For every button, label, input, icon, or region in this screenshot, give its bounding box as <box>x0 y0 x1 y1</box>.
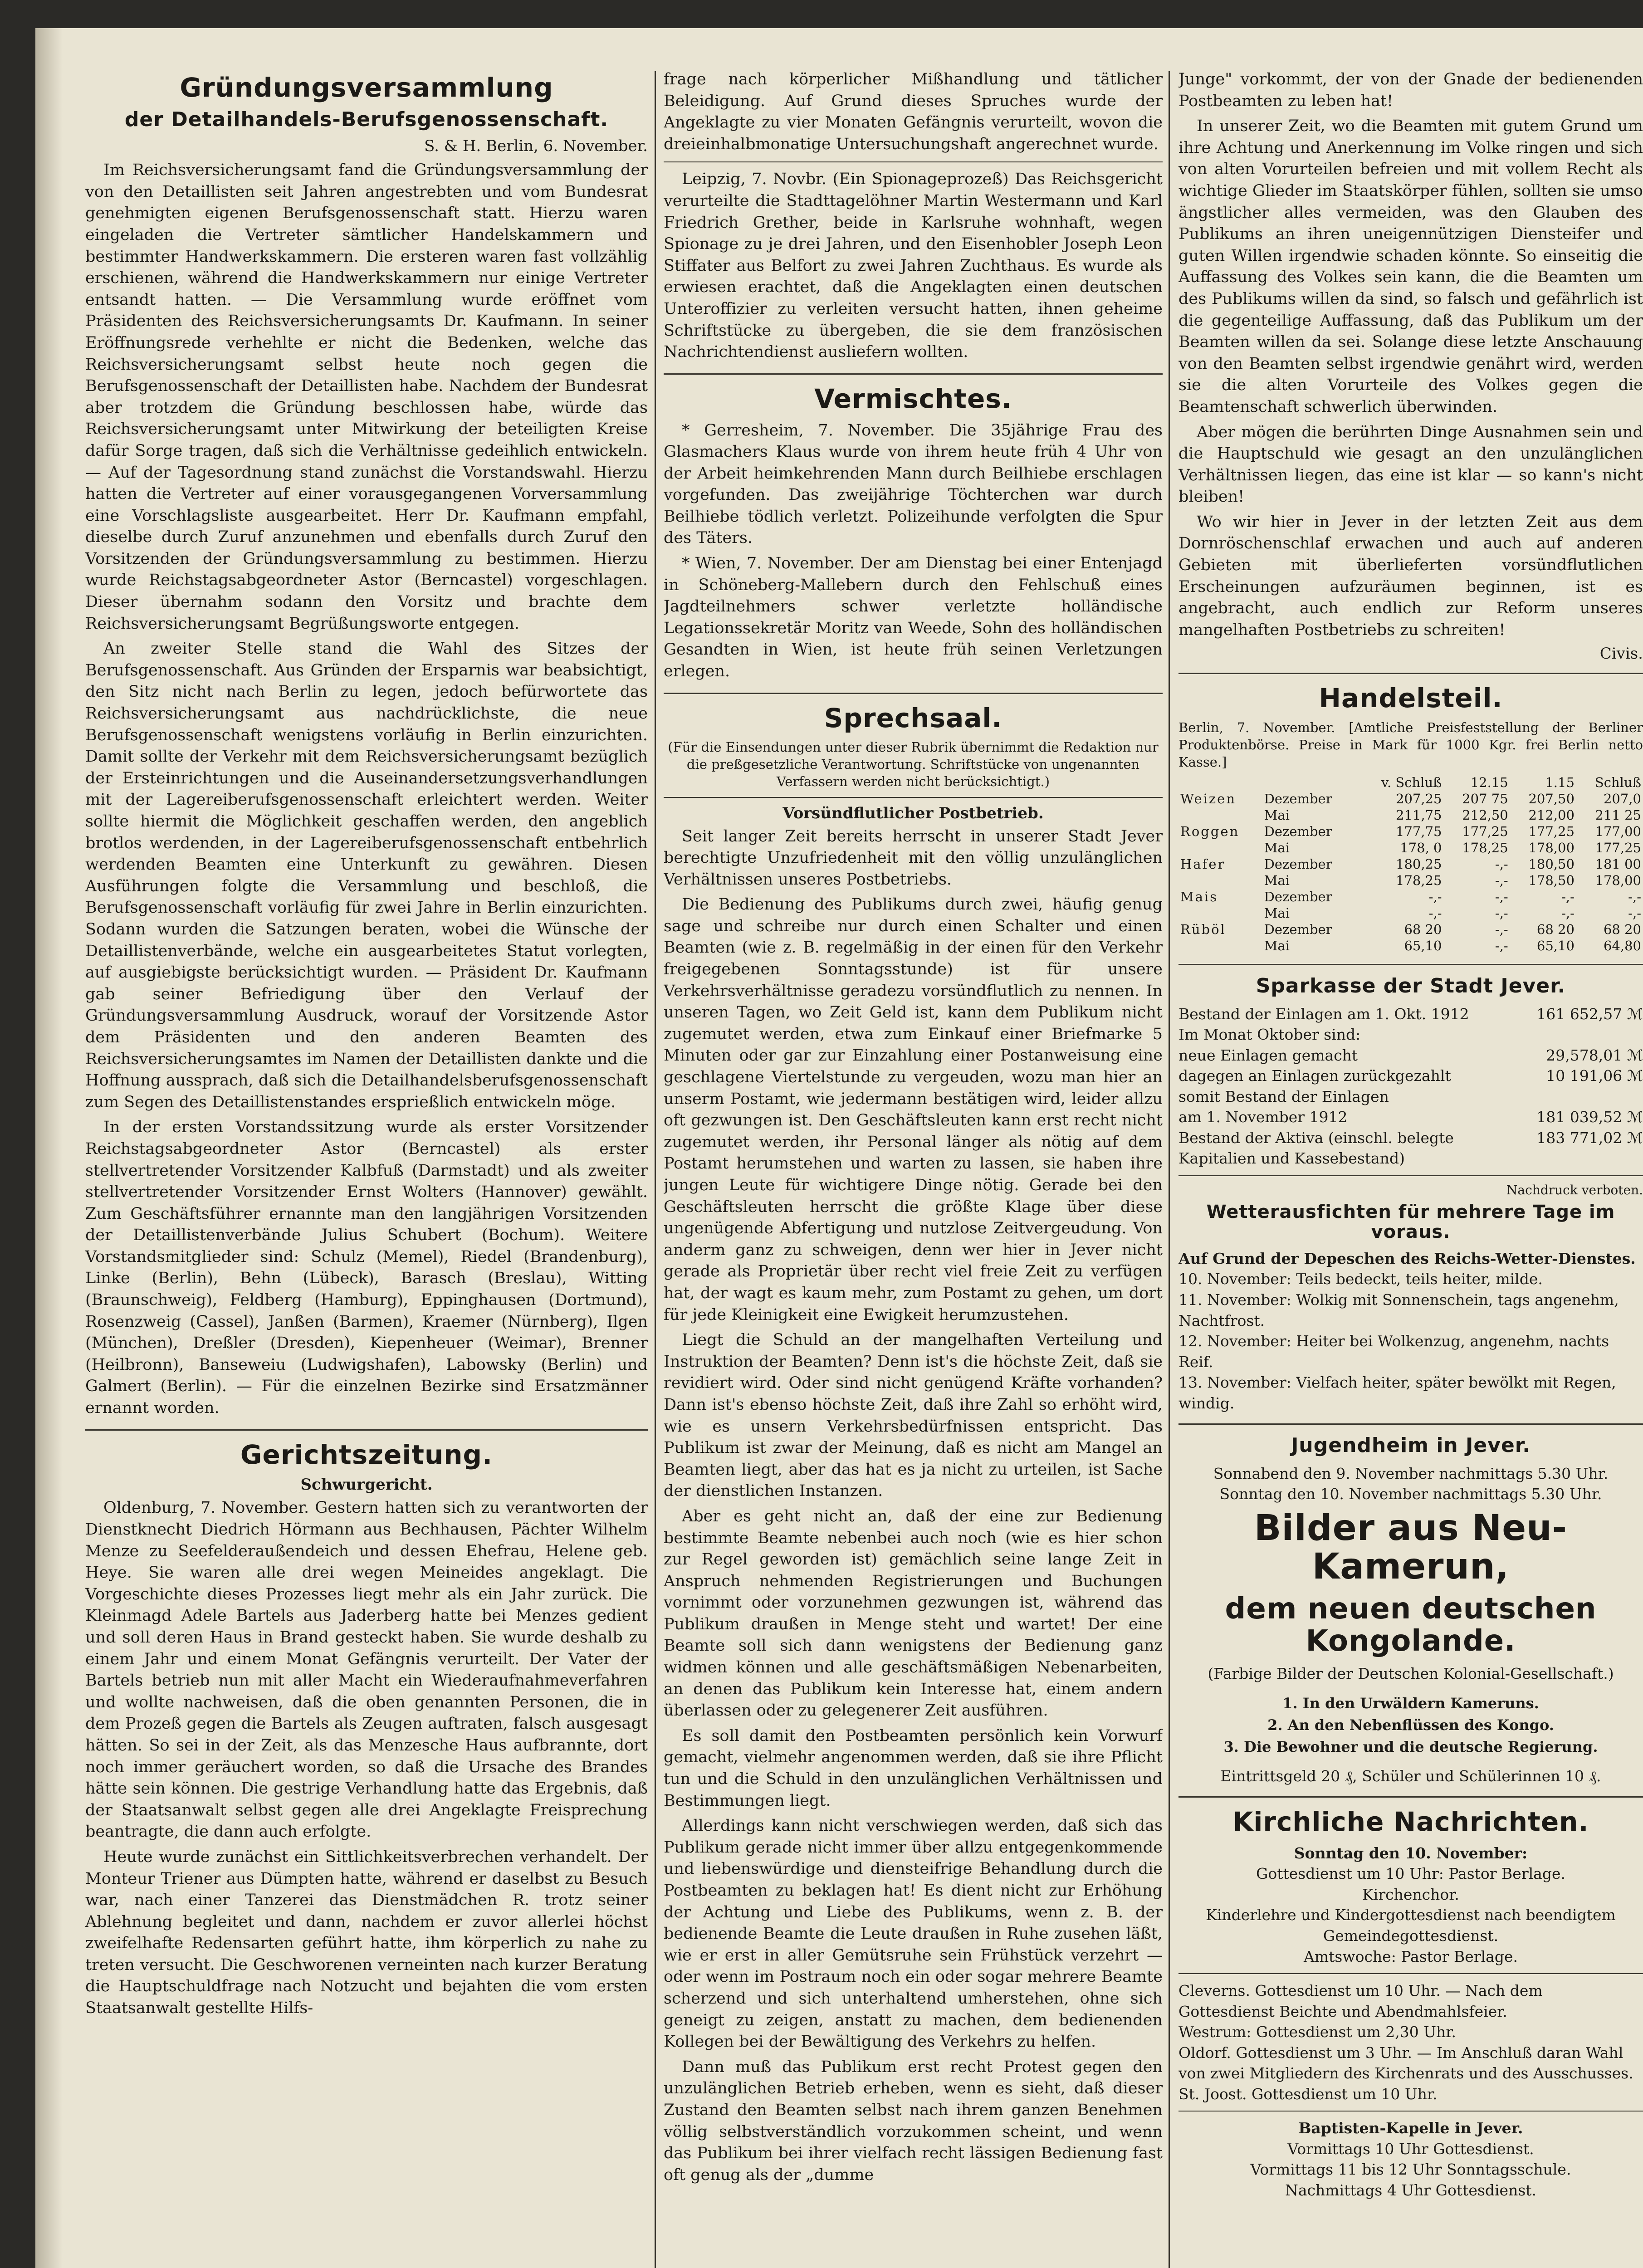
price-row <box>1178 807 1643 823</box>
section-title-vermischtes: Vermischtes. <box>814 383 1012 414</box>
article-paragraph: In der ersten Vorstandssitzung wurde als erster Vorsitzender Reichstagsabgeordneter Astor (Berncastel) als erster stellvertretender Vorsitzender Kalbfuß (Darmstadt) und als zweiter stellvertretender Vorsitzender Ernst Wolters (Hannover) gewählt. Zum Geschäftsführer ernannte man den langjährigen Vorsitzenden der Detaillistenverbände Julius Schubert (Bochum). Weitere Vorstandsmitglieder sind: Schulz (Memel), Riedel (Brandenburg), Linke (Berlin), Behn (Lübeck), Barasch (Breslau), Witting (Braunschweig), Feldberg (Hamburg), Eppinghausen (Dortmund), Rosenzweig (Cassel), Janßen (Barmen), Kraemer (Nürnberg), Ilgen (München), Dreßler (Dresden), Kiepenheuer (Weimar), Brenner (Heilbronn), Banseweiu (Ludwigshafen), Labowsky (Berlin) und Galmert (Berlin). — Für die einzelnen Bezirke sind Ersatzmänner ernannt worden. <box>85 1118 648 1418</box>
price-cell: Weizen <box>1180 791 1236 807</box>
kamerun-note: (Farbige Bilder der Deutschen Kolonial-Gesellschaft.) <box>1208 1665 1614 1683</box>
article-paragraph: frage nach körperlicher Mißhandlung und tätlicher Beleidigung. Auf Grund dieses Spruches wurde der Angeklagte zu vier Monaten Gefängnis verurteilt, wovon die dreieinhalbmonatige Untersuchungshaft angerechnet wurde. <box>664 70 1163 153</box>
price-cell: Mai <box>1264 938 1290 954</box>
newspaper-page <box>35 28 1643 2268</box>
column-rule-2 <box>1169 71 1170 2268</box>
sparkasse-list <box>1178 1004 1643 1169</box>
kirche-line: Kinderlehre und Kindergottesdienst nach beendigtem Gemeindegottesdienst. <box>1206 1906 1616 1945</box>
section-title-sprechsaal: Sprechsaal. <box>824 702 1002 733</box>
column-1 <box>85 69 648 2268</box>
jugendheim-date: Sonntag den 10. November nachmittags 5.30 Uhr. <box>1219 1485 1602 1503</box>
section-subtitle-schwurgericht: Schwurgericht. <box>300 1476 433 1494</box>
sparkasse-row <box>1178 1004 1643 1025</box>
price-cell: 177,25 <box>1595 840 1641 856</box>
column-rule-1 <box>655 71 656 2268</box>
price-cell: Roggen <box>1180 824 1240 840</box>
kamerun-item: 2. An den Nebenflüssen des Kongo. <box>1267 1716 1554 1734</box>
signature-civis: Civis. <box>1599 645 1643 663</box>
price-cell: 68 20 <box>1404 922 1442 938</box>
price-cell: 212,00 <box>1528 807 1575 823</box>
price-cell: Mai <box>1264 873 1290 889</box>
sparkasse-row <box>1178 1066 1643 1086</box>
article-paragraph: * Gerresheim, 7. November. Die 35jährige Frau des Glasmachers Klaus wurde von ihrem heute früh 4 Uhr von der Arbeit heimkehrenden Mann durch Beilhiebe erschlagen vorgefunden. Das zweijährige Töchterchen war durch Beilhiebe tödlich verletzt. Polizeihunde verfolgten die Spur des Täters. <box>664 421 1163 547</box>
kirche-ort: Westrum: Gottesdienst um 2,30 Uhr. <box>1178 2023 1456 2041</box>
kirche-ort: St. Joost. Gottesdienst um 10 Uhr. <box>1178 2085 1438 2103</box>
price-cell: Dezember <box>1264 922 1332 938</box>
price-cell: Mai <box>1264 840 1290 856</box>
dateline-berlin: S. & H. Berlin, 6. November. <box>424 137 648 156</box>
wetter-line: 10. November: Teils bedeckt, teils heiter, milde. <box>1178 1270 1543 1288</box>
article-paragraph: Es soll damit den Postbeamten persönlich kein Vorwurf gemacht, vielmehr angenommen werden, daß sie ihre Pflicht tun und die Schuld in den unzulänglichen Verhältnissen und Bestimmungen liegt. <box>664 1726 1163 1810</box>
kamerun-item: 3. Die Bewohner und die deutsche Regierung. <box>1223 1738 1598 1755</box>
kirche-line: Kirchenchor. <box>1362 1885 1459 1903</box>
price-cell: 177,75 <box>1396 824 1442 840</box>
price-cell: Dezember <box>1264 889 1332 905</box>
price-cell: 207,50 <box>1528 791 1575 807</box>
section-divider <box>1178 1175 1643 1176</box>
price-cell <box>1178 872 1262 889</box>
article-leipzig: Leipzig, 7. Novbr. (Ein Spionageprozeß) Das Reichsgericht verurteilte die Stadttagelöhner Martin Westermann und Karl Friedrich Grether, beide in Karlsruhe wohnhaft, wegen Spionage zu je drei Jahren, und den Eisenhobler Joseph Leon Stiffater aus Belfort zu zwei Jahren Zuchthaus. Es wurde als erwiesen erachtet, daß die Angeklagten einen deutschen Unteroffizier zu verleiten versucht hatten, ihnen geheime Schriftstücke zu übergeben, die sie dem französischen Nachrichtendienst ausliefern wollten. <box>664 170 1163 362</box>
article-paragraph: An zweiter Stelle stand die Wahl des Sitzes der Berufsgenossenschaft. Aus Gründen der Ersparnis war beabsichtigt, den Sitz nicht nach Berlin zu legen, jedoch befürwortete das Reichsversicherungsamt aus nachdrücklichste, die neue Berufsgenossenschaft wenigstens vorläufig in Berlin einzurichten. Damit sollte der Verkehr mit dem Reichsversicherungsamt bezüglich der Ersteinrichtungen und die Auseinandersetzungsverhandlungen mit der Lagereiberufsgenossenschaft erleichtert werden. Weiter sollte hiermit die Möglichkeit geschaffen werden, den angeblich brotlos werdenden, in der Lagereiberufsgenossenschaft entbehrlich werdenden Beamten eine Unterkunft zu gewähren. Diesen Ausführungen folgte die Versammlung und beschloß, die Berufsgenossenschaft vorläufig für zwei Jahre in Berlin einzurichten. Sodann wurden die Satzungen beraten, wobei die Wünsche der Detaillistenverbände, welche ein ausgearbeitetes Statut vorlegten, auf ausgiebigste berücksichtigt wurden. — Präsident Dr. Kaufmann gab seiner Befriedigung über den Verlauf der Gründungsversammlung Ausdruck, worauf der Vorsitzende Astor dem Präsidenten und den anderen Beamten des Reichsversicherungsamtes im Namen der Detaillisten dankte und die Hoffnung aussprach, daß sich die Detailhandelsberufsgenossenschaft zum Segen des Detaillistenstandes ersprießlich entwickeln möge. <box>85 640 648 1111</box>
price-cell: 178,00 <box>1528 840 1575 856</box>
price-cell: Dezember <box>1264 791 1332 807</box>
section-divider <box>85 1429 648 1431</box>
sparkasse-label: am 1. November 1912 <box>1178 1108 1348 1126</box>
wetter-line: 13. November: Vielfach heiter, später bewölkt mit Regen, windig. <box>1178 1374 1616 1412</box>
article-paragraph: Im Reichsversicherungsamt fand die Gründungsversammlung der von den Detaillisten seit Jahren angestrebten und vom Bundesrat genehmigten eigenen Berufsgenossenschaft statt. Hierzu waren eingeladen die Vertreter sämtlicher Handelskammern und bestimmter Handwerkskammern. Die ersteren waren fast vollzählig erschienen, während die Handwerkskammern nur einige Vertreter entsandt hatten. — Die Versammlung wurde eröffnet vom Präsidenten des Reichsversicherungsamts Dr. Kaufmann. In seiner Eröffnungsrede verhehlte er nicht die Bedenken, welche das Reichsversicherungsamt selbst heute noch gegen die Berufsgenossenschaft der Detaillisten habe. Nachdem der Bundesrat aber trotzdem die Gründung beschlossen habe, würde das Reichsversicherungsamt unter Mitwirkung der beteiligten Kreise dafür Sorge tragen, daß sich die Verhältnisse gedeihlich entwickeln. — Auf der Tagesordnung stand zunächst die Vorstandswahl. Hierzu hatten die Vertreter auf einer vorausgegangenen Vorversammlung eine Vorschlagsliste ausgearbeitet. Herr Dr. Kaufmann empfahl, dieselbe durch Zuruf anzunehmen und ebenfalls durch Zuruf den Vorsitzenden der Gründungsversammlung zu bestimmen. Hierzu wurde Reichstagsabgeordneter Astor (Berncastel) vorgeschlagen. Dieser übernahm sodann den Vorsitz und brachte dem Reichsversicherungsamt Begrüßungsworte entgegen. <box>85 161 648 633</box>
jugendheim-date: Sonnabend den 9. November nachmittags 5.30 Uhr. <box>1213 1464 1609 1482</box>
sparkasse-value: 181 039,52 ℳ <box>1536 1108 1643 1126</box>
price-cell: Dezember <box>1264 824 1332 840</box>
article-title-postbetrieb: Vorsündflutlicher Postbetrieb. <box>782 804 1044 822</box>
price-cell: 68 20 <box>1536 922 1575 938</box>
article-paragraph: * Wien, 7. November. Der am Dienstag bei einer Entenjagd in Schöneberg-Mallebern durch den Fehlschuß eines Jagdteilnehmers schwer verletzte holländische Legationssekretär Moritz van Weede, Sohn des holländischen Gesandten in Wien, ist heute früh seinen Verletzungen erlegen. <box>664 554 1163 681</box>
price-cell: 180,25 <box>1396 856 1442 872</box>
section-title-gerichtszeitung: Gerichtszeitung. <box>240 1439 493 1470</box>
price-cell: 207,0 <box>1603 791 1641 807</box>
price-cell: 178, 0 <box>1400 840 1442 856</box>
price-cell: Mais <box>1180 889 1218 905</box>
price-row <box>1178 921 1643 938</box>
sprechsaal-note: (Für die Einsendungen unter dieser Rubrik übernimmt die Redaktion nur die preßgesetzliche Verantwortung. Schriftstücke von ungenannten Verfassern werden nicht berücksichtigt.) <box>668 739 1159 789</box>
price-cell: -,- <box>1428 889 1442 905</box>
price-col-header: 1.15 <box>1545 775 1575 791</box>
kamerun-title-2: dem neuen deutschen Kongolande. <box>1225 1592 1597 1658</box>
price-cell: 177,25 <box>1528 824 1575 840</box>
section-divider <box>664 373 1163 375</box>
article-paragraph: Liegt die Schuld an der mangelhaften Verteilung und Instruktion der Beamten? Denn ist's die höchste Zeit, daß sie revidiert wird. Oder sind nicht genügend Kräfte vorhanden? Dann ist's ebenso höchste Zeit, daß ihre Zahl so erhöht wird, wie es unsern Verkehrsbedürfnissen entspricht. Das Publikum ist zwar der Meinung, daß es nicht am Mangel an Beamten liegt, aber das hat es ja nicht zu urteilen, ist Sache der dienstlichen Instanzen. <box>664 1331 1163 1501</box>
article-paragraph: Junge" vorkommt, der von der Gnade der bedienenden Postbeamten zu leben hat! <box>1178 70 1643 110</box>
section-divider <box>1178 673 1643 674</box>
section-title-wetter: Wetterausfichten für mehrere Tage im voraus. <box>1206 1201 1615 1242</box>
eintrittsgeld: Eintrittsgeld 20 ₰, Schüler und Schülerinnen 10 ₰. <box>1220 1767 1601 1785</box>
price-row <box>1178 856 1643 872</box>
price-cell: 180,50 <box>1528 856 1575 872</box>
article-paragraph: Aber mögen die berührten Dinge Ausnahmen sein und die Hauptschuld wie gesagt an den unzulänglichen Verhältnissen liegen, das eine ist klar — so kann's nicht bleiben! <box>1178 423 1643 506</box>
section-divider <box>1178 1973 1643 1974</box>
price-cell: 178,50 <box>1528 873 1575 889</box>
price-cell: Dezember <box>1264 856 1332 872</box>
sparkasse-label: somit Bestand der Einlagen <box>1178 1087 1389 1105</box>
price-cell: -,- <box>1561 889 1575 905</box>
sparkasse-row <box>1178 1024 1643 1045</box>
sparkasse-row <box>1178 1086 1643 1107</box>
sparkasse-label: Bestand der Einlagen am 1. Okt. 1912 <box>1178 1005 1469 1023</box>
article-paragraph: Heute wurde zunächst ein Sittlichkeitsverbrechen verhandelt. Der Monteur Triener aus Dümpten hatte, während er daselbst zu Besuch war, nach einer Tanzerei das Dienstmädchen R. trotz seiner Ablehnung begleitet und dann, nachdem er zuvor allerlei höchst zweifelhafte Redensarten geführt hatte, ihm körperlich zu nahe zu treten versucht. Die Geschworenen verneinten nach kurzer Beratung die Hauptschuldfrage nach Notzucht und bejahten die vom ersten Staatsanwalt gestellte Hilfs- <box>85 1848 648 2018</box>
wetter-line: 12. November: Heiter bei Wolkenzug, angenehm, nachts Reif. <box>1178 1332 1609 1371</box>
price-cell: 68 20 <box>1603 922 1641 938</box>
price-cell: Hafer <box>1180 856 1226 872</box>
price-row <box>1178 905 1643 921</box>
price-col-header: Schluß <box>1594 775 1641 791</box>
article-paragraph: In unserer Zeit, wo die Beamten mit gutem Grund um ihre Achtung und Anerkennung im Volke ringen und sich von alten Vorurteilen befreien und mit vollem Recht als wichtige Glieder im Staatskörper fühlen, sollten sie umso ängstlicher alles vermeiden, was den Glauben des Publikums an ihren uneigennützigen Diensteifer und guten Willen irgendwie schaden könnte. So einseitig die Auffassung des Volkes sein kann, die die Beamten um des Publikums willen da sind, so falsch und gefährlich ist die gegenteilige Auffassung, daß das Publikum um der Beamten willen da sei. Solange diese letzte Anschauung von den Beamten selbst irgendwie genährt wird, werden sie die alten Vorurteile des Volkes gegen die Beamtenschaft schwerlich überwinden. <box>1178 117 1643 416</box>
kamerun-item: 1. In den Urwäldern Kameruns. <box>1282 1694 1539 1712</box>
baptist-title: Baptisten-Kapelle in Jever. <box>1298 2119 1523 2137</box>
price-cell: 212,50 <box>1462 807 1508 823</box>
price-cell: 211,75 <box>1396 807 1442 823</box>
price-cell: -,- <box>1495 905 1508 921</box>
price-cell: -,- <box>1495 922 1508 938</box>
price-cell: 64,80 <box>1603 938 1641 954</box>
article-paragraph: Die Bedienung des Publikums durch zwei, häufig genug sage und schreibe nur durch einen Schalter und einen Beamten (wie z. B. regelmäßig in der einen für den Verkehr freigegebenen Sonntagsstunde) ist für unsere Verkehrsverhältnisse geradezu vorsündflutlich zu nennen. In unseren Tagen, wo Zeit Geld ist, kann dem Publikum nicht zugemutet werden, etwa zum Einkauf einer Briefmarke 5 Minuten oder gar zur Einzahlung einer Postanweisung eine geschlagene Viertelstunde zu vergeuden, wozu man hier an unserm Postamt, wie jedermann bestätigen wird, leider allzu oft gezwungen ist. Den Geschäftsleuten kann erst recht nicht zugemutet werden, ihr Personal länger als nötig auf dem Postamt herumstehen und warten zu lassen, sie haben ihre jungen Leute für wichtigere Dinge nötig. Gerade bei den Geschäftsleuten herrscht die größte Klage über diese ungenügende Abfertigung und nutzlose Zeitvergeudung. Von anderm ganz zu schweigen, denn wer hier in Jever nicht gerade als Proprietär über recht viel freie Zeit zu verfügen hat, der wagt es kaum mehr, zum Postamt zu gehen, um dort für jede Kleinigkeit eine Ewigkeit herumzustehen. <box>664 895 1163 1324</box>
section-title-kirchliche: Kirchliche Nachrichten. <box>1232 1806 1589 1838</box>
sparkasse-row <box>1178 1128 1643 1169</box>
price-cell <box>1178 840 1262 856</box>
article-paragraph: Seit langer Zeit bereits herrscht in unserer Stadt Jever berechtigte Unzufriedenheit mit den völlig unzulänglichen Verhältnissen unseres Postbetriebs. <box>664 827 1163 889</box>
sparkasse-value: 29,578,01 ℳ <box>1546 1046 1643 1064</box>
price-cell: 177,25 <box>1462 824 1508 840</box>
section-divider <box>1178 2111 1643 2112</box>
price-cell <box>1178 938 1262 954</box>
price-cell: -,- <box>1495 889 1508 905</box>
price-cell: 178,25 <box>1396 873 1442 889</box>
headline-gruendung-2: der Detailhandels-Berufsgenossenschaft. <box>124 108 609 131</box>
price-cell <box>1178 807 1262 823</box>
price-col-header: v. Schluß <box>1381 775 1442 791</box>
sparkasse-value <box>1525 1024 1643 1045</box>
price-cell: -,- <box>1495 938 1508 954</box>
price-cell <box>1178 905 1262 921</box>
price-cell: 178,25 <box>1462 840 1508 856</box>
page-gutter-shadow <box>35 28 63 2268</box>
price-table <box>1178 774 1643 954</box>
article-paragraph: Aber es geht nicht an, daß der eine zur Bedienung bestimmte Beamte nebenbei auch noch (wie es hier schon zur Regel geworden ist) gemächlich seine lange Zeit in Anspruch nehmenden Registrierungen und Buchungen vornimmt oder vorzunehmen gezwungen ist, während das Publikum draußen in Menge steht und wartet! Der eine Beamte soll sich dann wenigstens der Bedienung ganz widmen können und alle geschäftsmäßigen Nebenarbeiten, an denen das Publikum kein Interesse hat, einem andern überlassen oder zu gelegenerer Zeit ausführen. <box>664 1507 1163 1720</box>
price-cell: Mai <box>1264 905 1290 921</box>
wetter-intro: Auf Grund der Depeschen des Reichs-Wetter-Dienstes. <box>1178 1249 1636 1267</box>
price-row <box>1178 840 1643 856</box>
handel-intro: Berlin, 7. November. [Amtliche Preisfeststellung der Berliner Produktenbörse. Preise in Mark für 1000 Kgr. frei Berlin netto Kasse.] <box>1178 720 1643 770</box>
sparkasse-label: Bestand der Aktiva (einschl. belegte Kapitalien und Kassebestand) <box>1178 1129 1454 1168</box>
price-cell: -,- <box>1561 905 1575 921</box>
sparkasse-label: neue Einlagen gemacht <box>1178 1046 1358 1064</box>
price-cell: Rüböl <box>1180 922 1226 938</box>
price-row <box>1178 823 1643 840</box>
baptist-line: Nachmittags 4 Uhr Gottesdienst. <box>1285 2181 1537 2199</box>
price-cell: -,- <box>1628 905 1641 921</box>
price-cell: Mai <box>1264 807 1290 823</box>
price-table-header <box>1178 774 1643 791</box>
price-row <box>1178 889 1643 905</box>
kirche-ort: Oldorf. Gottesdienst um 3 Uhr. — Im Anschluß daran Wahl von zwei Mitgliedern des Kirchenrats und des Ausschusses. <box>1178 2043 1633 2082</box>
column-3 <box>1178 69 1643 2268</box>
section-title-jugendheim: Jugendheim in Jever. <box>1291 1434 1531 1457</box>
section-divider <box>1178 1423 1643 1425</box>
price-cell: 65,10 <box>1404 938 1442 954</box>
price-cell: -,- <box>1495 873 1508 889</box>
price-row <box>1178 938 1643 954</box>
sparkasse-value: 10 191,06 ℳ <box>1546 1067 1643 1085</box>
price-cell: -,- <box>1428 905 1442 921</box>
article-paragraph: Wo wir hier in Jever in der letzten Zeit aus dem Dornröschenschlaf erwachen und auch auf anderen Gebieten mit überlieferten vorsündflutlichen Erscheinungen aufzuräumen beginnen, ist es angebracht, auch endlich zur Reform unseres mangelhaften Postbetriebs zu schreiten! <box>1178 513 1643 639</box>
wetter-line: 11. November: Wolkig mit Sonnenschein, tags angenehm, Nachtfrost. <box>1178 1291 1619 1330</box>
price-row <box>1178 872 1643 889</box>
price-cell: -,- <box>1495 856 1508 872</box>
price-cell: 207 75 <box>1462 791 1508 807</box>
sparkasse-value: 161 652,57 ℳ <box>1536 1005 1643 1023</box>
section-divider <box>1178 964 1643 965</box>
section-divider <box>664 161 1163 162</box>
nachdruck-note: Nachdruck verboten. <box>1506 1182 1643 1198</box>
price-cell: 177,00 <box>1595 824 1641 840</box>
price-cell: 178,00 <box>1595 873 1641 889</box>
section-divider <box>1178 1796 1643 1798</box>
article-paragraph: Allerdings kann nicht verschwiegen werden, daß sich das Publikum gerade nicht immer über allzu entgegenkommende und liebenswürdige und diensteifrige Behandlung durch die Postbeamten zu beklagen hat! Es dient nicht zur Erhöhung der Achtung und Liebe des Publikums, wenn z. B. der bedienende Beamte die Leute draußen in Ruhe zusehen läßt, wie er erst in aller Gemütsruhe sein Frühstück verzehrt — oder wenn im Postraum noch ein oder sogar mehrere Beamte scherzend und sich unterhaltend umherstehen, ohne sich geneigt zu zeigen, anstatt zu machen, dem bedienenden Kollegen bei der Bewältigung des Verkehrs zu helfen. <box>664 1817 1163 2051</box>
price-cell: 65,10 <box>1536 938 1575 954</box>
section-divider <box>664 797 1163 798</box>
section-title-sparkasse: Sparkasse der Stadt Jever. <box>1256 974 1566 998</box>
article-paragraph: Dann muß das Publikum erst recht Protest gegen den unzulänglichen Betrieb erheben, wenn es sieht, daß dieser Zustand den Beamten selbst nach ihrem ganzen Benehmen völlig selbstverständlich vorzukommen scheint, und wenn das Publikum bei ihrer vielfach recht lässigen Bedienung fast oft genug als der „dumme <box>664 2058 1163 2184</box>
section-divider <box>664 693 1163 694</box>
section-title-handelsteil: Handelsteil. <box>1319 683 1503 714</box>
kirche-line: Gottesdienst um 10 Uhr: Pastor Berlage. <box>1256 1865 1565 1883</box>
sparkasse-label: Im Monat Oktober sind: <box>1178 1026 1361 1044</box>
price-cell: 207,25 <box>1396 791 1442 807</box>
kirche-date: Sonntag den 10. November: <box>1294 1844 1528 1862</box>
kirche-ort: Cleverns. Gottesdienst um 10 Uhr. — Nach dem Gottesdienst Beichte und Abendmahlsfeier. <box>1178 1982 1543 2020</box>
kamerun-title: Bilder aus Neu-Kamerun, <box>1254 1507 1568 1588</box>
price-cell: 181 00 <box>1595 856 1641 872</box>
price-cell: 211 25 <box>1595 807 1641 823</box>
headline-gruendung: Gründungsversammlung <box>180 72 553 103</box>
article-paragraph: Oldenburg, 7. November. Gestern hatten sich zu verantworten der Dienstknecht Diedrich Hörmann aus Bechhausen, Pächter Wilhelm Menze zu Seefelderaußendeich und dessen Ehefrau, Helene geb. Heye. Sie waren alle drei wegen Meineides angeklagt. Die Vorgeschichte dieses Prozesses liegt mehr als ein Jahr zurück. Die Kleinmagd Adele Bartels aus Jaderberg hatte bei Menzes gedient und soll deren Haus in Brand gesteckt haben. Sie wurde deshalb zu einem Jahr und einem Monat Gefängnis verurteilt. Der Vater der Bartels betrieb nun mit aller Macht ein Wiederaufnahmeverfahren und wollte nachweisen, daß die oben genannten Personen, die in dem Prozeß gegen die Bartels als Zeugen auftraten, falsch ausgesagt hätten. So sei in der Zeit, als das Menzesche Haus aufbrannte, dort noch immer geräuchert worden, so daß die Ursache des Brandes hätte sein können. Die gestrige Verhandlung hatte das Ergebnis, daß der Staatsanwalt selbst gegen alle drei Angeklagte Freisprechung beantragte, die dann auch erfolgte. <box>85 1499 648 1841</box>
price-col-header: 12.15 <box>1470 775 1508 791</box>
sparkasse-value: 183 771,02 ℳ <box>1536 1129 1643 1147</box>
baptist-line: Vormittags 11 bis 12 Uhr Sonntagsschule. <box>1250 2160 1571 2179</box>
sparkasse-row <box>1178 1107 1643 1128</box>
sparkasse-row <box>1178 1045 1643 1066</box>
price-row <box>1178 791 1643 807</box>
baptist-line: Vormittags 10 Uhr Gottesdienst. <box>1287 2140 1534 2158</box>
price-cell: -,- <box>1628 889 1641 905</box>
column-2 <box>664 69 1163 2268</box>
sparkasse-value <box>1525 1086 1643 1107</box>
sparkasse-label: dagegen an Einlagen zurückgezahlt <box>1178 1067 1451 1085</box>
kirche-line: Amtswoche: Pastor Berlage. <box>1304 1947 1518 1965</box>
